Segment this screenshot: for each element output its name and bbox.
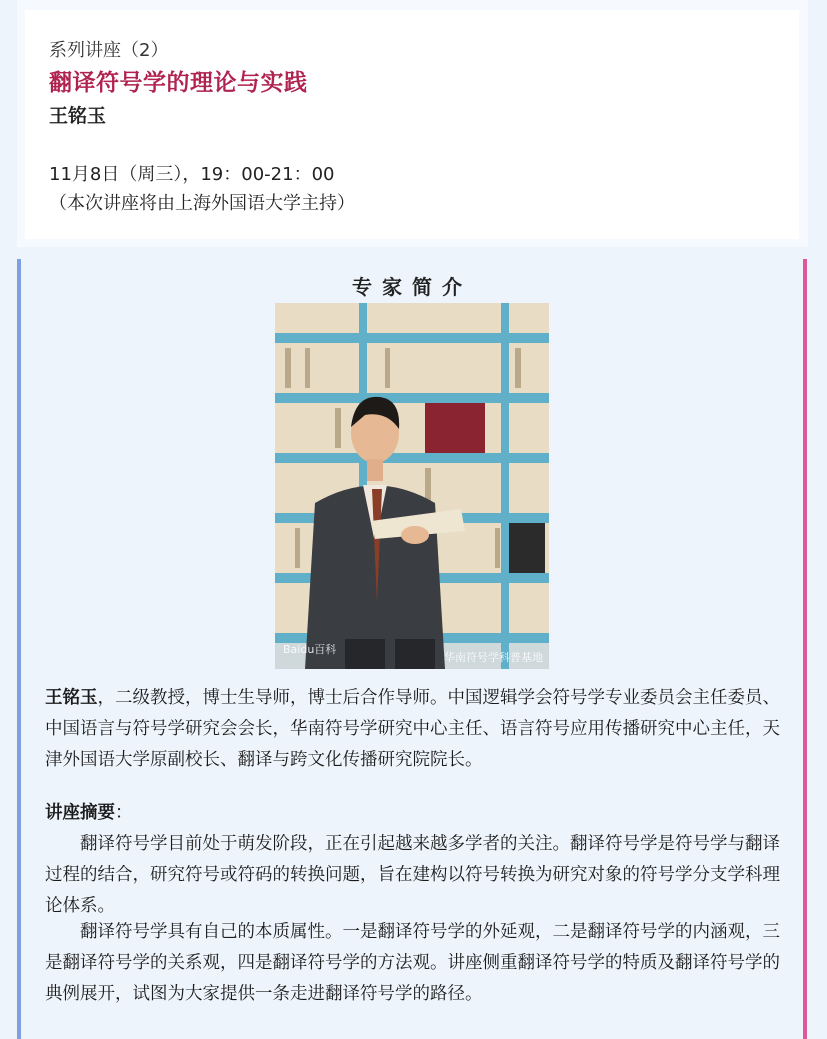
expert-bio-card — [17, 259, 807, 1039]
bio-description: ，二级教授，博士生导师，博士后合作导师。中国逻辑学会符号学专业委员会主任委员、中国语言与符号学研究会会长，华南符号学研究中心主任、语言符号应用传播研究中心主任，天津外国语大学原副校长、翻译与跨文化传播研究院院长。 — [45, 688, 780, 770]
section-heading: 专家简介 — [352, 275, 472, 299]
event-info-inner — [25, 10, 799, 239]
abstract-label: 讲座摘要 — [45, 803, 115, 823]
bio-speaker-name: 王铭玉 — [45, 688, 98, 708]
abstract-label-colon: ： — [115, 803, 133, 823]
abstract-label-wrap — [45, 799, 133, 824]
photo-watermark-left: Baidu百科 — [283, 643, 337, 656]
photo-watermark-right: 华南符号学科普基地 — [444, 651, 543, 664]
speaker-name: 王铭玉 — [49, 105, 107, 127]
speaker-bio — [45, 683, 785, 776]
abstract-paragraph-1: 翻译符号学目前处于萌发阶段，正在引起越来越多学者的关注。翻译符号学是符号学与翻译过程的结合，研究符号或符码的转换问题，旨在建构以符号转换为研究对象的符号学分支学科理论体系。 — [45, 834, 780, 916]
lecture-host-note: （本次讲座将由上海外国语大学主持） — [49, 193, 355, 214]
series-label: 系列讲座（2） — [49, 40, 169, 61]
speaker-photo — [275, 303, 549, 669]
event-info-card — [17, 0, 808, 247]
lecture-title: 翻译符号学的理论与实践 — [49, 70, 308, 96]
abstract-paragraph-2: 翻译符号学具有自己的本质属性。一是翻译符号学的外延观，二是翻译符号学的内涵观，三是翻译符号学的关系观，四是翻译符号学的方法观。讲座侧重翻译符号学的特质及翻译符号学的典例展开，试图为大家提供一条走进翻译符号学的路径。 — [45, 922, 780, 1004]
lecture-datetime: 11月8日（周三），19：00-21：00 — [49, 164, 335, 185]
